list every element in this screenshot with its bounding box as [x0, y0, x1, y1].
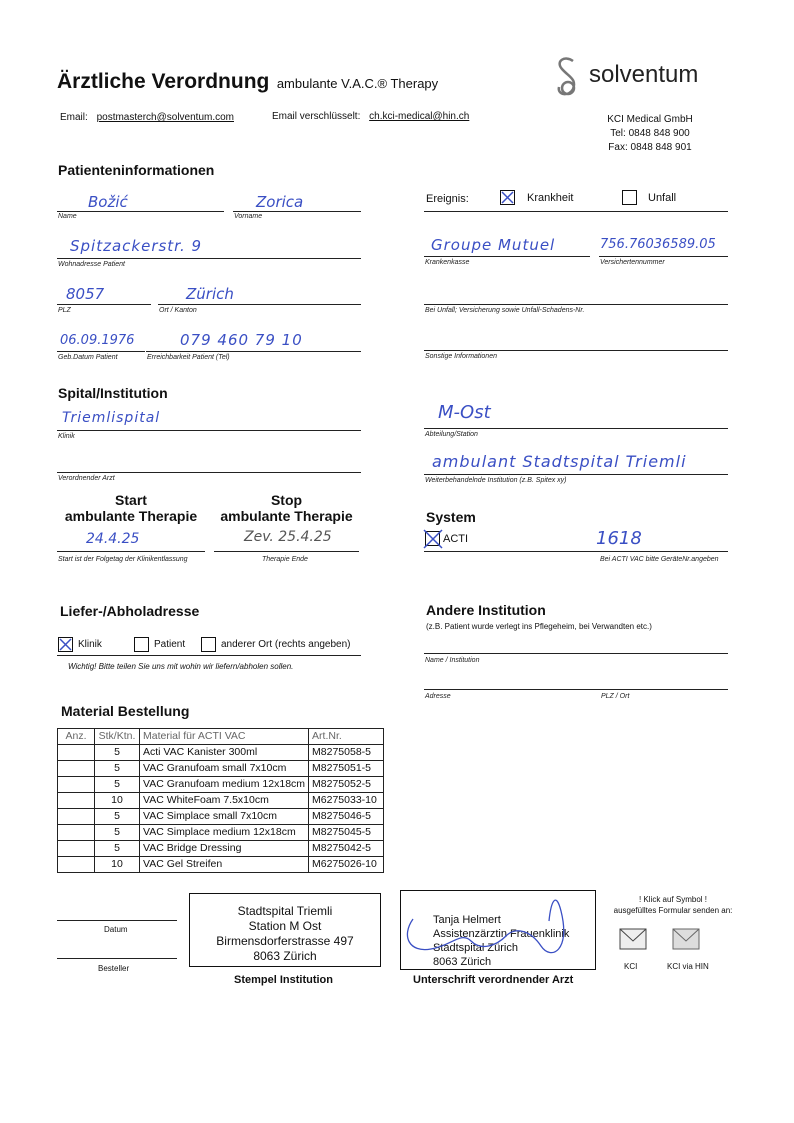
patient-dob-value[interactable]: 06.09.1976 [60, 333, 135, 348]
ereignis-label: Ereignis: [426, 193, 469, 205]
kci-label: KCI [624, 962, 638, 971]
krankheit-checkbox[interactable] [500, 190, 515, 205]
email-label: Email: [60, 112, 88, 123]
besteller-label: Besteller [98, 964, 130, 973]
versnr-value[interactable]: 756.76036589.05 [600, 237, 716, 252]
solventum-logo [553, 55, 733, 100]
klinik-value[interactable]: Triemlispital [62, 410, 161, 426]
email-link[interactable]: postmasterch@solventum.com [96, 112, 234, 123]
kci-mail-icon[interactable] [619, 928, 647, 950]
patient-vorname-label: Vorname [234, 213, 263, 220]
company-fax: Fax: 0848 848 901 [608, 142, 692, 153]
material-row [58, 841, 384, 857]
email-enc-label: Email verschlüsselt: [272, 111, 361, 122]
material-name-cell: Acti VAC Kanister 300ml [140, 745, 309, 761]
check-x-icon [59, 638, 72, 651]
klinik-label: Klinik [58, 433, 75, 440]
system-value[interactable]: 1618 [596, 528, 642, 549]
material-row [58, 793, 384, 809]
material-name-cell: VAC Bridge Dressing [140, 841, 309, 857]
patient-address-label: Wohnadresse Patient [58, 261, 125, 268]
andere-adresse-label: Adresse [425, 693, 451, 700]
stop-value[interactable]: Zev. 25.4.25 [244, 529, 332, 545]
brand-name: solventum [589, 61, 699, 88]
versnr-label: Versichertennummer [600, 259, 665, 266]
unfall-label: Unfall [648, 192, 677, 204]
email-enc-link[interactable]: ch.kci-medical@hin.ch [369, 111, 470, 122]
liefer-anderer-checkbox[interactable] [201, 637, 216, 652]
title-sub: ambulante V.A.C.® Therapy [276, 76, 439, 91]
system-title: System [426, 509, 476, 525]
material-name-cell: VAC WhiteFoam 7.5x10cm [140, 793, 309, 809]
stamp-line-2: Station M Ost [248, 919, 322, 933]
material-artnr-cell: M8275046-5 [309, 809, 384, 825]
material-stk-cell: 5 [95, 777, 140, 793]
col-stk: Stk/Ktn. [95, 729, 140, 745]
doctor-line-2: Assistenzärztin Frauenklinik [433, 928, 570, 940]
material-table [57, 728, 384, 873]
acti-checkbox[interactable] [425, 531, 440, 546]
kci-hin-label: KCI via HIN [667, 962, 709, 971]
title-main: Ärztliche Verordnung [57, 70, 270, 93]
material-name-cell: VAC Gel Streifen [140, 857, 309, 873]
arzt-label: Verordnender Arzt [58, 475, 115, 482]
material-stk-cell: 10 [95, 857, 140, 873]
material-row [58, 745, 384, 761]
krankheit-label: Krankheit [527, 192, 574, 204]
col-anz: Anz. [58, 729, 95, 745]
material-artnr-cell: M8275058-5 [309, 745, 384, 761]
patient-plz-value[interactable]: 8057 [66, 285, 105, 303]
material-artnr-cell: M6275033-10 [309, 793, 384, 809]
acti-label: ACTI [443, 533, 469, 545]
stamp-label: Stempel Institution [234, 974, 333, 986]
sonstige-label: Sonstige Informationen [425, 353, 497, 360]
liefer-section-title: Liefer-/Abholadresse [60, 603, 200, 619]
weiter-value[interactable]: ambulant Stadtspital Triemli [432, 452, 687, 471]
material-artnr-cell: M8275042-5 [309, 841, 384, 857]
email-row [60, 112, 234, 123]
material-section-title: Material Bestellung [61, 703, 190, 719]
material-header-row [58, 729, 384, 745]
material-anz-cell[interactable] [58, 777, 95, 793]
liefer-patient-label: Patient [154, 639, 186, 650]
andere-subtitle: (z.B. Patient wurde verlegt ins Pflegeheim, bei Verwandten etc.) [426, 622, 652, 631]
material-name-cell: VAC Simplace medium 12x18cm [140, 825, 309, 841]
weiter-label: Weiterbehandelnde Institution (z.B. Spitex xy) [425, 477, 567, 484]
solventum-s-icon [553, 55, 583, 99]
stop-title [214, 492, 359, 524]
material-anz-cell[interactable] [58, 809, 95, 825]
system-note: Bei ACTI VAC bitte GeräteNr.angeben [600, 556, 719, 563]
start-title-line2: ambulante Therapie [64, 508, 198, 524]
patient-name-value[interactable]: Božić [88, 193, 128, 211]
material-stk-cell: 5 [95, 825, 140, 841]
start-value[interactable]: 24.4.25 [86, 531, 140, 547]
material-name-cell: VAC Granufoam medium 12x18cm [140, 777, 309, 793]
start-note: Start ist der Folgetag der Klinikentlassung [58, 556, 188, 563]
doctor-label: Unterschrift verordnender Arzt [413, 974, 574, 986]
start-title [57, 492, 205, 524]
patient-tel-value[interactable]: 079 460 79 10 [180, 331, 303, 349]
material-name-cell: VAC Granufoam small 7x10cm [140, 761, 309, 777]
material-row [58, 809, 384, 825]
unfall-checkbox[interactable] [622, 190, 637, 205]
material-row [58, 761, 384, 777]
material-anz-cell[interactable] [58, 745, 95, 761]
klick-hint: ! Klick auf Symbol ! [638, 895, 708, 904]
material-stk-cell: 5 [95, 841, 140, 857]
datum-label: Datum [104, 925, 128, 934]
material-row [58, 777, 384, 793]
institution-stamp [189, 893, 381, 967]
material-stk-cell: 10 [95, 793, 140, 809]
liefer-klinik-label: Klinik [78, 639, 102, 650]
abteilung-value[interactable]: M-Ost [438, 402, 491, 423]
patient-name-label: Name [58, 213, 77, 220]
material-name-cell: VAC Simplace small 7x10cm [140, 809, 309, 825]
patient-section-title: Patienteninformationen [58, 162, 215, 178]
stamp-line-1: Stadtspital Triemli [237, 904, 333, 918]
company-info [600, 113, 700, 155]
material-artnr-cell: M8275045-5 [309, 825, 384, 841]
col-artnr: Art.Nr. [309, 729, 384, 745]
form-title [57, 70, 438, 94]
company-name: KCI Medical GmbH [607, 114, 693, 125]
material-artnr-cell: M8275052-5 [309, 777, 384, 793]
abteilung-label: Abteilung/Station [425, 431, 478, 438]
material-anz-cell[interactable] [58, 761, 95, 777]
doctor-line-1: Tanja Helmert [433, 914, 501, 926]
spital-section-title: Spital/Institution [58, 385, 168, 401]
liefer-patient-checkbox[interactable] [134, 637, 149, 652]
andere-name-label: Name / Institution [425, 657, 480, 664]
patient-vorname-value[interactable]: Zorica [256, 193, 304, 211]
patient-ort-value[interactable]: Zürich [186, 285, 234, 303]
doctor-stamp [400, 890, 596, 970]
material-stk-cell: 5 [95, 745, 140, 761]
stop-note: Therapie Ende [262, 556, 308, 563]
patient-address-value[interactable]: Spitzackerstr. 9 [70, 237, 203, 255]
patient-plz-label: PLZ [58, 307, 71, 314]
liefer-klinik-checkbox[interactable] [58, 637, 73, 652]
doctor-line-3: Stadtspital Zürich [433, 942, 518, 954]
material-artnr-cell: M6275026-10 [309, 857, 384, 873]
material-anz-cell[interactable] [58, 825, 95, 841]
col-material: Material für ACTI VAC [140, 729, 309, 745]
patient-tel-label: Erreichbarkeit Patient (Tel) [147, 354, 230, 361]
material-artnr-cell: M8275051-5 [309, 761, 384, 777]
send-hint: ausgefülltes Formular senden an: [613, 906, 733, 915]
company-tel: Tel: 0848 848 900 [610, 128, 690, 139]
send-info [598, 894, 748, 916]
material-anz-cell[interactable] [58, 793, 95, 809]
material-stk-cell: 5 [95, 761, 140, 777]
check-x-icon [423, 529, 443, 549]
stamp-line-3: Birmensdorferstrasse 497 [216, 934, 354, 948]
stop-title-line1: Stop [270, 492, 303, 508]
andere-plz-label: PLZ / Ort [601, 693, 630, 700]
andere-section-title: Andere Institution [426, 602, 546, 618]
kasse-value[interactable]: Groupe Mutuel [431, 236, 556, 254]
email-enc-row [272, 111, 469, 122]
liefer-hint: Wichtig! Bitte teilen Sie uns mit wohin wir liefern/abholen sollen. [68, 662, 294, 671]
patient-ort-label: Ort / Kanton [159, 307, 197, 314]
signature-scribble [401, 891, 591, 969]
patient-dob-label: Geb.Datum Patient [58, 354, 118, 361]
material-row [58, 825, 384, 841]
material-anz-cell[interactable] [58, 857, 95, 873]
stamp-line-4: 8063 Zürich [253, 949, 317, 963]
kasse-label: Krankenkasse [425, 259, 470, 266]
material-anz-cell[interactable] [58, 841, 95, 857]
stop-title-line2: ambulante Therapie [220, 508, 353, 524]
material-stk-cell: 5 [95, 809, 140, 825]
material-row [58, 857, 384, 873]
doctor-line-4: 8063 Zürich [433, 956, 492, 968]
start-title-line1: Start [115, 492, 147, 508]
unfall-info-label: Bei Unfall; Versicherung sowie Unfall-Schadens-Nr. [425, 307, 585, 314]
kci-hin-mail-icon[interactable] [672, 928, 700, 950]
liefer-anderer-label: anderer Ort (rechts angeben) [221, 639, 351, 650]
check-x-icon [501, 191, 514, 204]
